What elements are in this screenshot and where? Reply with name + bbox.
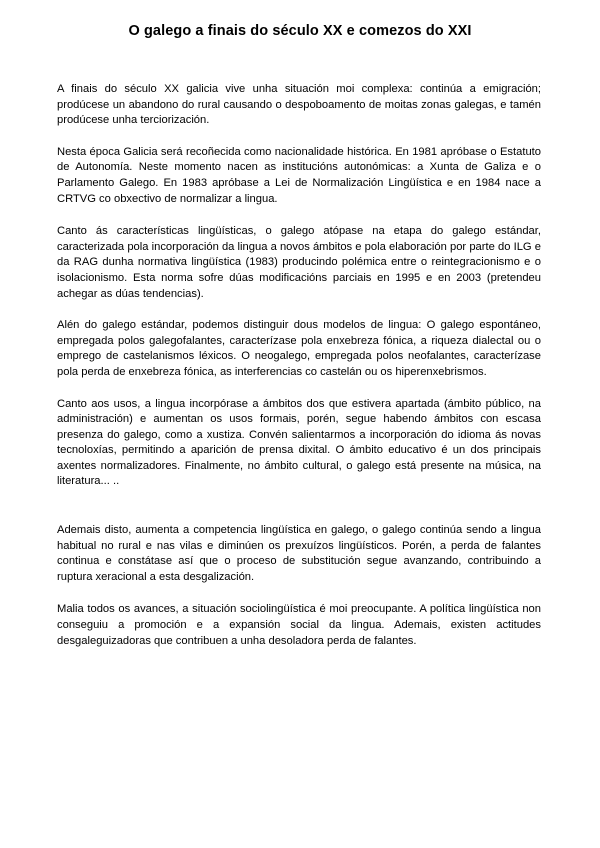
paragraph-3: Canto ás características lingüísticas, o galego atópase na etapa do galego estándar, caracterizada pola incorporación da lingua a novos ámbitos e pola elaboración por parte do ILG e da RAG dunha normativa lingüística (1983) producindo polémica entre o reintegracionismo e o isolacionismo. Esta norma sofre dúas modificacións parciais en 1995 e en 2003 (pretendeu achegar as dúas tendencias). [57, 225, 541, 300]
paragraph-7: Malia todos os avances, a situación sociolingüística é moi preocupante. A política lingüística non conseguiu a promoción e a expansión social da lingua. Ademais, existen actitudes desgaleguizadoras que contribuen a unha desoladora perda de falantes. [57, 603, 541, 647]
paragraph-1: A finais do século XX galicia vive unha situación moi complexa: continúa a emigración; prodúcese un abandono do rural causando o despoboamento de moitas zonas galegas, e tamén prodúcese unha terciorización. [57, 83, 541, 127]
paragraph-2: Nesta época Galicia será recoñecida como nacionalidade histórica. En 1981 apróbase o Estatuto de Autonomía. Neste momento nacen as institucións autonómicas: a Xunta de Galiza e o Parlamento Galego. En 1983 apróbase a Lei de Normalización Lingüística e en 1984 nace a CRTVG co obxectivo de normalizar a lingua. [57, 145, 541, 205]
paragraph-4: Alén do galego estándar, podemos distinguir dous modelos de lingua: O galego espontáneo, empregada polos galegofalantes, caracterízase pola enxebreza fónica, a riqueza dialectal ou o emprego de castelanismos léxicos. O neogalego, empregada polos neofalantes, caracterízase pola perda de enxebreza fónica, as interferencias co castelán ou os hiperenxebrismos. [57, 319, 541, 378]
document-title: O galego a finais do século XX e comezos do XXI [128, 23, 472, 39]
paragraph-5: Canto aos usos, a lingua incorpórase a ámbitos dos que estivera apartada (ámbito público, na administración) e aumentan os usos formais, porén, segue habendo ámbitos con escasa presenza do galego, como a xustiza. Convén salientarmos a incorporación do idioma ás novas tecnoloxías, permitindo a aparición de prensa dixital. O ámbito educativo é un dos principais axentes normalizadores. Finalmente, no ámbito cultural, o galego está presente na música, na literatura... .. [57, 397, 541, 488]
paragraph-6: Ademais disto, aumenta a competencia lingüística en galego, o galego continúa sendo a lingua habitual no rural e nas vilas e diminúen os prexuízos lingüísticos. Porén, a perda de falantes continua e constátase así que o proceso de substitución segue avanzando, contribuindo a ruptura xeracional a esta desgalización. [57, 524, 541, 583]
document-body [57, 82, 541, 649]
